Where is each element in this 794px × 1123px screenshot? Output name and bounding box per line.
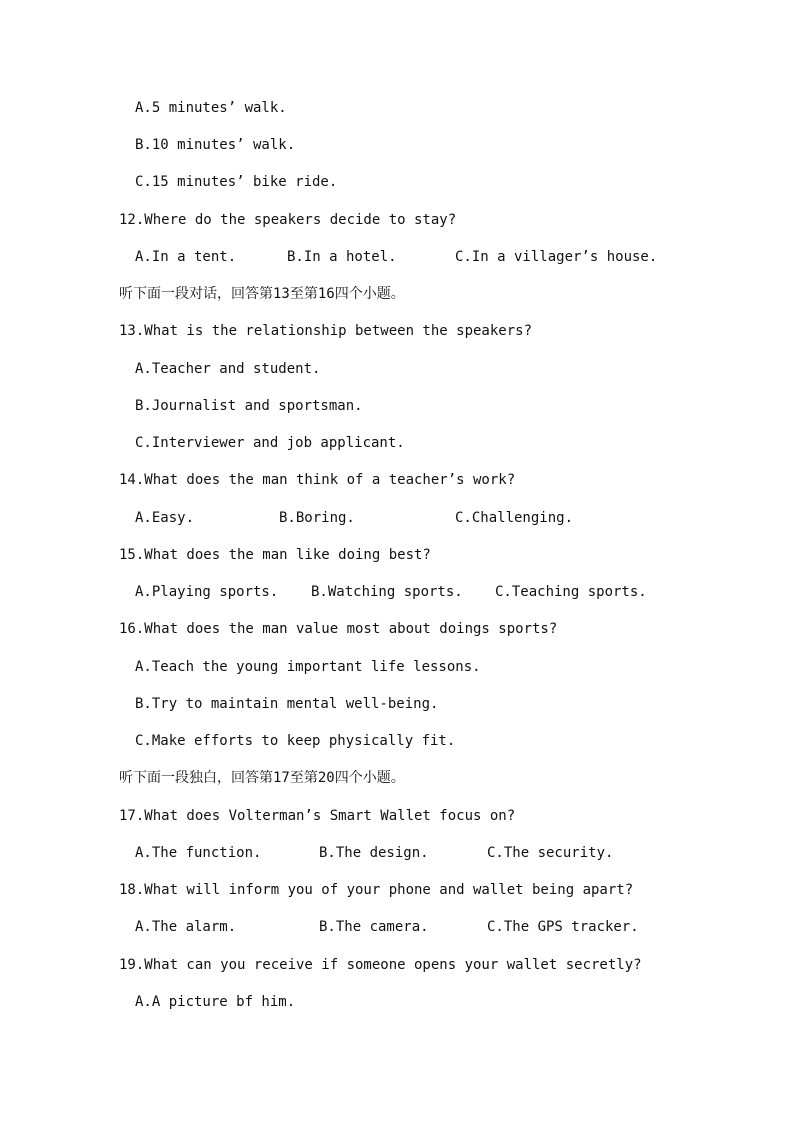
q16-option-a: A.Teach the young important life lessons. [135,659,481,675]
q16-option-b: B.Try to maintain mental well-being. [135,696,439,712]
q16-option-c: C.Make efforts to keep physically fit. [135,733,456,749]
q12-option-c: C.In a villager’s house. [455,249,658,265]
section-heading-13-16: 听下面一段对话，回答第13至第16四个小题。 [119,286,405,302]
q11-option-a: A.5 minutes’ walk. [135,100,287,116]
q18-option-c: C.The GPS tracker. [487,919,639,935]
q12-option-a: A.In a tent. [135,249,237,265]
q15-question: 15.What does the man like doing best? [119,547,431,563]
q14-option-b: B.Boring. [279,510,355,526]
q11-option-b: B.10 minutes’ walk. [135,137,296,153]
q14-option-c: C.Challenging. [455,510,574,526]
q17-options [0,843,794,863]
q19-option-a: A.A picture bf him. [135,994,296,1010]
q12-option-b: B.In a hotel. [287,249,397,265]
q17-option-a: A.The function. [135,845,262,861]
q15-option-c: C.Teaching sports. [495,584,647,600]
section-heading-17-20: 听下面一段独白，回答第17至第20四个小题。 [119,770,405,786]
q14-option-a: A.Easy. [135,510,195,526]
q17-question: 17.What does Volterman’s Smart Wallet focus on? [119,808,516,824]
q15-options [0,582,794,602]
q12-options [0,247,794,267]
q13-option-b: B.Journalist and sportsman. [135,398,363,414]
q15-option-b: B.Watching sports. [311,584,463,600]
q18-options [0,917,794,937]
q14-options [0,508,794,528]
q13-option-a: A.Teacher and student. [135,361,321,377]
q15-option-a: A.Playing sports. [135,584,279,600]
q19-question: 19.What can you receive if someone opens your wallet secretly? [119,957,642,973]
q18-option-b: B.The camera. [319,919,429,935]
q13-option-c: C.Interviewer and job applicant. [135,435,405,451]
q17-option-b: B.The design. [319,845,429,861]
q18-question: 18.What will inform you of your phone and wallet being apart? [119,882,634,898]
q18-option-a: A.The alarm. [135,919,237,935]
q13-question: 13.What is the relationship between the speakers? [119,323,533,339]
q14-question: 14.What does the man think of a teacher’s work? [119,472,516,488]
q12-question: 12.Where do the speakers decide to stay? [119,212,457,228]
q17-option-c: C.The security. [487,845,614,861]
q16-question: 16.What does the man value most about doings sports? [119,621,558,637]
q11-option-c: C.15 minutes’ bike ride. [135,174,338,190]
